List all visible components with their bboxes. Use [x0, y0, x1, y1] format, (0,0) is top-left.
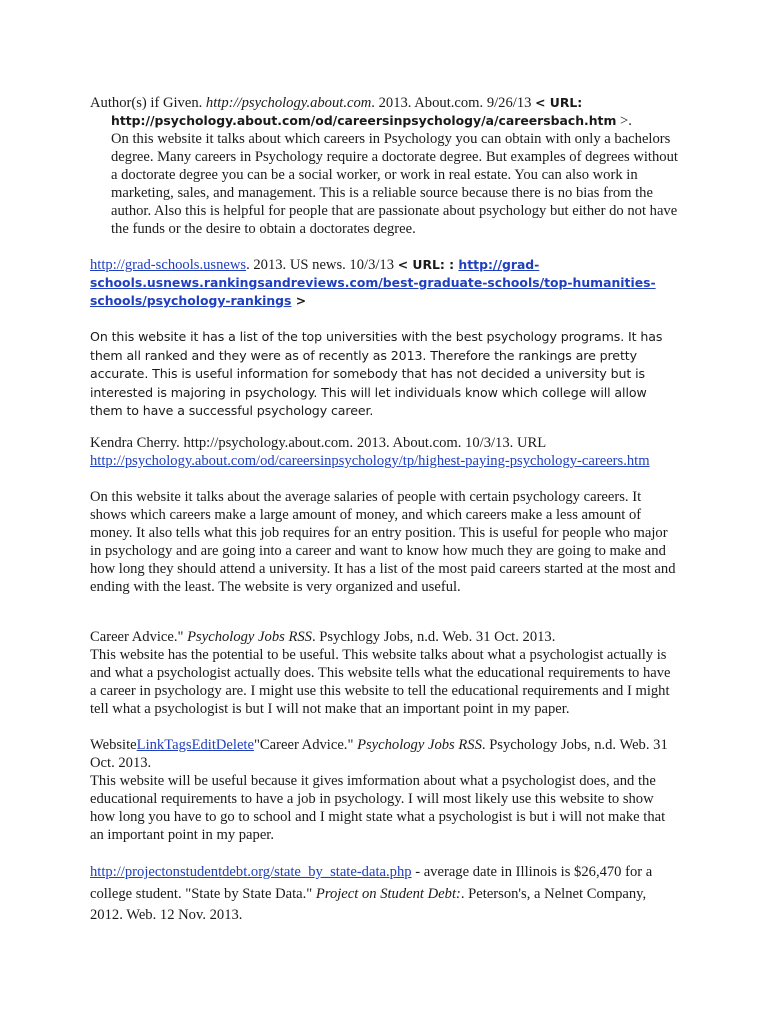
entry-1-citation: Author(s) if Given. http://psychology.about.com. 2013. About.com. 9/26/13 < URL:: [90, 95, 583, 111]
entry-5: [90, 736, 680, 844]
entry-6-text: http://projectonstudentdebt.org/state_by_state-data.php - average date in Illinois is $26,470 for a college student. "State by State Data." Project on Student Debt:. Peterson's, a Nelnet Company, 2012. Web. 12 Nov. 2013.: [90, 864, 653, 923]
entry-6-url-link[interactable]: http://projectonstudentdebt.org/state_by_state-data.php: [90, 864, 412, 880]
entry-4-annotation: This website has the potential to be useful. This website talks about what a psychologist actually is and what a psychologist actually does. This website tells what the educational requirements to have a career in psychology are. I might use this website to tell the educational requirements and I might tell what a psychologist is but I will not make that an important point in my paper.: [90, 647, 671, 717]
entry-1-body: http://psychology.about.com/od/careersinpsychology/a/careersbach.htm >. On this website it talks about which careers in Psychology you can obtain with only a bachelors degree. Many careers in Psychology require a doctorate degree. But examples of degrees without a doctorate degree you can be a social worker, or work in real estate. You can also work in marketing, sales, and management. This is a reliable source because there is no bias from the author. Also this is helpful for people that are passionate about psychology but either do not have the funds or the desire to obtain a doctorates degree.: [90, 112, 680, 238]
entry-5-citation: WebsiteLinkTagsEditDelete"Career Advice." Psychology Jobs RSS. Psychology Jobs, n.d. Web. 31 Oct. 2013.: [90, 737, 668, 771]
entry-6: [90, 862, 680, 927]
entry-1: [90, 94, 680, 238]
entry-2-url-link-part-1[interactable]: http://grad-: [458, 257, 540, 272]
entry-1-url-label: < URL:: [535, 95, 583, 110]
entry-2-site-link[interactable]: http://grad-schools.usnews: [90, 257, 247, 273]
entry-5-edit-links[interactable]: LinkTagsEditDelete: [136, 737, 254, 753]
entry-2-citation: http://grad-schools.usnews. 2013. US news. 10/3/13 < URL: : http://grad-: [90, 257, 540, 273]
entry-2-annotation: On this website it has a list of the top universities with the best psychology programs. It has them all ranked and they were as of recently as 2013. Therefore the rankings are pretty accurate. This is useful information for somebody that has not decided a university but is interested is majoring in psychology. This will let individuals know which college will allow them to have a successful psychology career.: [90, 329, 663, 418]
entry-5-annotation: This website will be useful because it gives imformation about what a psychologist does, and the educational requirements to have a job in psychology. I will most likely use this website to show how long you have to go to school and I might state what a psychologist is but i will not make that an important point in my paper.: [90, 773, 666, 843]
entry-3-annotation: On this website it talks about the average salaries of people with certain psychology careers. It shows which careers make a large amount of money, and which careers make a less amount of money. It also tells what this job requires for an entry position. This is useful for people who major in psychology and are going into a career and want to know how much they are going to make and how long they should attend a university. It has a list of the most paid careers started at the most and ending with the least. The website is very organized and useful.: [90, 489, 676, 595]
entry-2-url-label: < URL: :: [397, 257, 459, 272]
entry-1-url: http://psychology.about.com/od/careersinpsychology/a/careersbach.htm: [111, 113, 617, 128]
entry-1-annotation: On this website it talks about which careers in Psychology you can obtain with only a bachelors degree. Many careers in Psychology require a doctorate degree. But examples of degrees without a doctorate degree you can be a social worker, or work in real estate. You can also work in marketing, sales, and management. This is a reliable source because there is no bias from the author. Also this is helpful for people that are passionate about psychology but either do not have the funds or the desire to obtain a doctorates degree.: [111, 131, 678, 237]
entry-2: http://grad-schools.usnews. 2013. US news. 10/3/13 < URL: : http://grad- schools.usnews.rankingsandreviews.com/best-graduate-schools/top-humanities- schools/psychology-rankings > On this website it has a list of the top universities with the best psychology programs. It has them all ranked and they were as of recently as 2013. Therefore the rankings are pretty accurate. This is useful information for somebody that has not decided a university but is interested is majoring in psychology. This will let individuals know which college will allow them to have a successful psychology career.: [90, 256, 680, 421]
entry-4-citation: Career Advice." Psychology Jobs RSS. Psychlogy Jobs, n.d. Web. 31 Oct. 2013.: [90, 629, 556, 645]
entry-2-url-link-part-2[interactable]: schools.usnews.rankingsandreviews.com/best-graduate-schools/top-humanities-: [90, 275, 656, 290]
entry-1-citation-site: http://psychology.about.com: [205, 95, 372, 111]
entry-2-url-link-part-3[interactable]: schools/psychology-rankings: [90, 293, 292, 308]
entry-3-citation: Kendra Cherry. http://psychology.about.com. 2013. About.com. 10/3/13. URL: [90, 435, 547, 451]
entry-4: [90, 628, 680, 718]
entry-3: [90, 434, 680, 596]
entry-3-url-link[interactable]: http://psychology.about.com/od/careersinpsychology/tp/highest-paying-psychology-careers.htm: [90, 453, 650, 469]
